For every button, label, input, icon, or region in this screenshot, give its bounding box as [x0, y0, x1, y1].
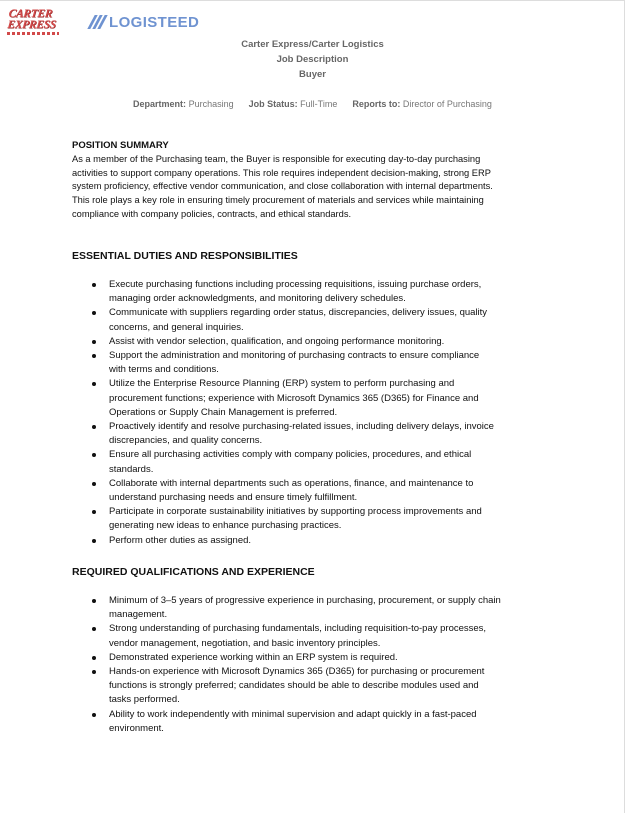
list-item: Collaborate with internal departments such as operations, finance, and maintenance to understand purchasing needs and ensure timely fulfillment.	[72, 477, 554, 505]
carter-logo-stripe	[7, 32, 59, 35]
list-item: Communicate with suppliers regarding order status, discrepancies, delivery issues, quality concerns, and general inquiries.	[72, 306, 554, 334]
position-summary-title: POSITION SUMMARY	[72, 140, 169, 151]
bullet-icon	[92, 713, 96, 717]
summary-line: This role plays a key role in ensuring timely procurement of materials and services while maintaining	[72, 195, 484, 206]
list-item: Ability to work independently with minimal supervision and adapt quickly in a fast-paced environment.	[72, 708, 554, 736]
duties-list	[72, 278, 554, 548]
reports-to-value: Director of Purchasing	[402, 99, 492, 109]
list-item: Hands-on experience with Microsoft Dynamics 365 (D365) for purchasing or procurement functions is strongly preferred; candidates should be able to describe modules used and tasks performed.	[72, 665, 554, 708]
qualifications-title: REQUIRED QUALIFICATIONS AND EXPERIENCE	[72, 566, 315, 578]
reports-to-label: Reports to:	[352, 99, 401, 109]
summary-line: As a member of the Purchasing team, the Buyer is responsible for executing day-to-day purchasing	[72, 153, 481, 164]
summary-line: compliance with company policies, contracts, and ethical standards.	[72, 208, 352, 219]
list-item: Execute purchasing functions including processing requisitions, issuing purchase orders, managing order acknowledgments, and monitoring delivery schedules.	[72, 278, 554, 306]
job-title: Buyer	[299, 69, 326, 80]
bullet-icon	[92, 311, 96, 315]
carter-logo-line-2: EXPRESS	[6, 19, 57, 31]
list-item: Perform other duties as assigned.	[72, 534, 554, 548]
list-item: Utilize the Enterprise Resource Planning (ERP) system to perform purchasing and procurement functions; experience with Microsoft Dynamics 365 (D365) for Finance and Operations or Supply Chain Management is preferred.	[72, 377, 554, 420]
document-type: Job Description	[276, 54, 349, 65]
bullet-icon	[92, 627, 96, 631]
bullet-icon	[92, 656, 96, 660]
bullet-icon	[92, 539, 96, 543]
list-item: Proactively identify and resolve purchasing-related issues, including delivery delays, invoice discrepancies, and quality concerns.	[72, 420, 554, 448]
duties-title: ESSENTIAL DUTIES AND RESPONSIBILITIES	[72, 250, 298, 262]
bullet-icon	[92, 340, 96, 344]
list-item: Participate in corporate sustainability initiatives by supporting process improvements and generating new ideas to enhance purchasing practices.	[72, 505, 554, 533]
bullet-icon	[92, 283, 96, 287]
logisteed-slash-icon	[88, 15, 106, 29]
bullet-icon	[92, 453, 96, 457]
carter-express-logo	[6, 7, 60, 37]
list-item: Support the administration and monitoring of purchasing contracts to ensure compliance with terms and conditions.	[72, 349, 554, 377]
page-top-border	[0, 0, 625, 1]
position-summary-text	[72, 153, 554, 222]
bullet-icon	[92, 382, 96, 386]
summary-line: activities to support company operations. This role requires independent decision-making, strong ERP	[72, 167, 491, 178]
company-name: Carter Express/Carter Logistics	[241, 39, 384, 50]
bullet-icon	[92, 670, 96, 674]
list-item: Strong understanding of purchasing fundamentals, including requisition-to-pay processes, vendor management, negotiation, and basic inventory principles.	[72, 622, 554, 650]
position-summary-section	[72, 139, 554, 222]
job-status-value: Full-Time	[300, 99, 338, 109]
list-item: Assist with vendor selection, qualification, and ongoing performance monitoring.	[72, 335, 554, 349]
qualifications-list	[72, 594, 554, 736]
bullet-icon	[92, 510, 96, 514]
list-item: Minimum of 3–5 years of progressive experience in purchasing, procurement, or supply chain management.	[72, 594, 554, 622]
logisteed-wordmark: LOGISTEED	[109, 13, 200, 31]
list-item: Ensure all purchasing activities comply with company policies, procedures, and ethical standards.	[72, 448, 554, 476]
logo-bar	[6, 6, 199, 38]
logisteed-logo	[88, 14, 199, 31]
job-meta-row	[0, 99, 625, 109]
bullet-icon	[92, 354, 96, 358]
department-value: Purchasing	[188, 99, 234, 109]
summary-line: system proficiency, effective vendor communication, and close collaboration with internal departments.	[72, 181, 493, 192]
bullet-icon	[92, 425, 96, 429]
job-status-label: Job Status:	[248, 99, 298, 109]
department-label: Department:	[133, 99, 187, 109]
carter-logo-line-1: CARTER	[8, 8, 53, 20]
bullet-icon	[92, 599, 96, 603]
list-item: Demonstrated experience working within an ERP system is required.	[72, 651, 554, 665]
bullet-icon	[92, 482, 96, 486]
